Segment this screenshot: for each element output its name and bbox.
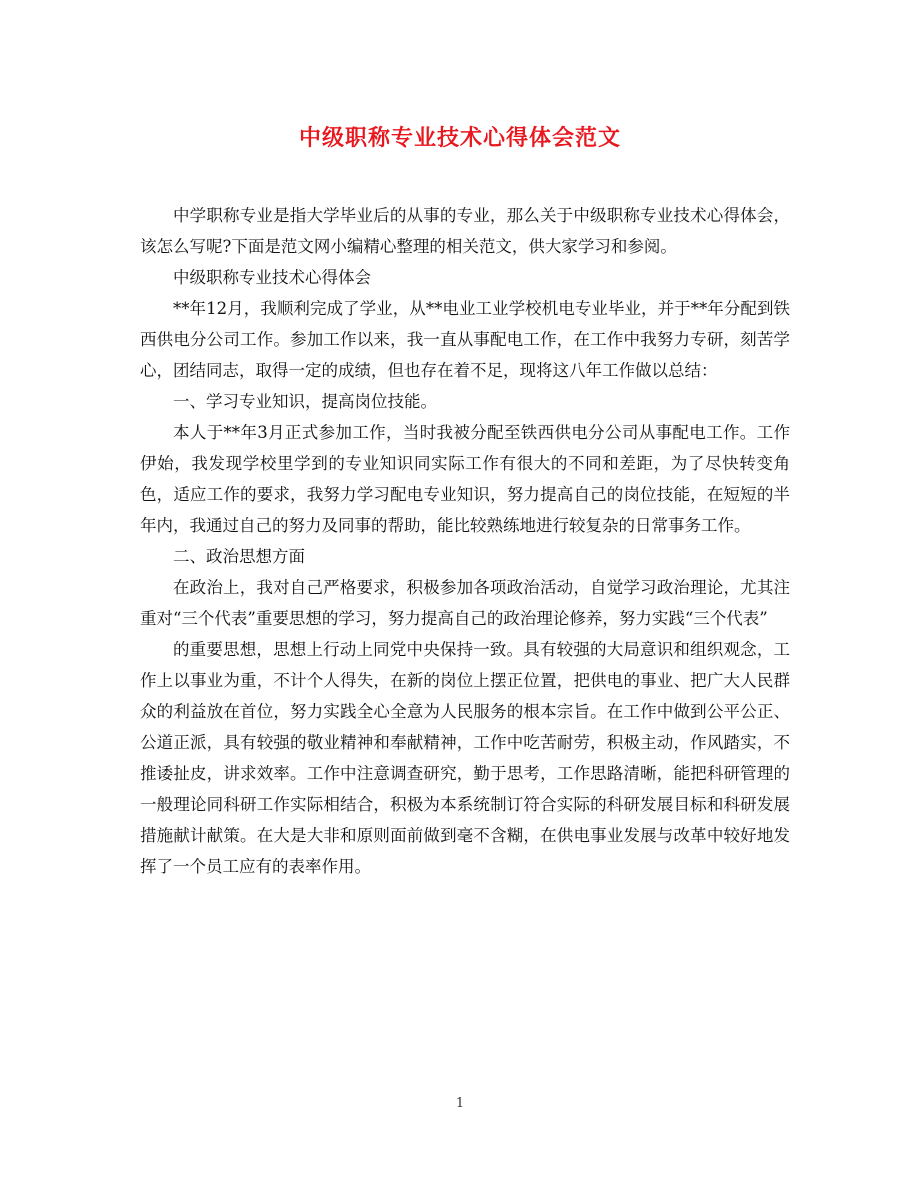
section-heading-1: 一、学习专业知识，提高岗位技能。 [173,392,437,411]
paragraph-intro: 中学职称专业是指大学毕业后的从事的专业，那么关于中级职称专业技术心得体会，该怎么写呢?下面是范文网小编精心整理的相关范文，供大家学习和参阅。 [140,206,790,256]
paragraph-politics: 在政治上，我对自己严格要求，积极参加各项政治活动，自觉学习政治理论，尤其注重对“三个代表”重要思想的学习，努力提高自己的政治理论修养，努力实践“三个代表” [140,578,790,628]
document-body [140,200,790,882]
paragraph-section-1: 本人于**年3月正式参加工作，当时我被分配至铁西供电分公司从事配电工作。工作伊始，我发现学校里学到的专业知识同实际工作有很大的不同和差距，为了尽快转变角色，适应工作的要求，我努力学习配电专业知识，努力提高自己的岗位技能，在短短的半年内，我通过自己的努力及同事的帮助，能比较熟练地进行较复杂的日常事务工作。 [140,423,790,535]
paragraph-politics-continued: 的重要思想，思想上行动上同党中央保持一致。具有较强的大局意识和组织观念，工作上以事业为重，不计个人得失，在新的岗位上摆正位置，把供电的事业、把广大人民群众的利益放在首位，努力实践全心全意为人民服务的根本宗旨。在工作中做到公平公正、公道正派，具有较强的敬业精神和奉献精神，工作中吃苦耐劳，积极主动，作风踏实，不推诿扯皮，讲求效率。工作中注意调查研究，勤于思考，工作思路清晰，能把科研管理的一般理论同科研工作实际相结合，积极为本系统制订符合实际的科研发展目标和科研发展措施献计献策。在大是大非和原则面前做到毫不含糊，在供电事业发展与改革中较好地发挥了一个员工应有的表率作用。 [140,640,790,876]
paragraph-summary: **年12月，我顺利完成了学业，从**电业工业学校机电专业毕业，并于**年分配到铁西供电分公司工作。参加工作以来，我一直从事配电工作，在工作中我努力专研，刻苦学心，团结同志，取得一定的成绩，但也存在着不足，现将这八年工作做以总结： [140,299,790,380]
document-title: 中级职称专业技术心得体会范文 [298,125,621,151]
paragraph-subtitle: 中级职称专业技术心得体会 [173,268,371,287]
section-heading-2: 二、政治思想方面 [173,547,305,566]
page-number: 1 [455,1096,465,1111]
